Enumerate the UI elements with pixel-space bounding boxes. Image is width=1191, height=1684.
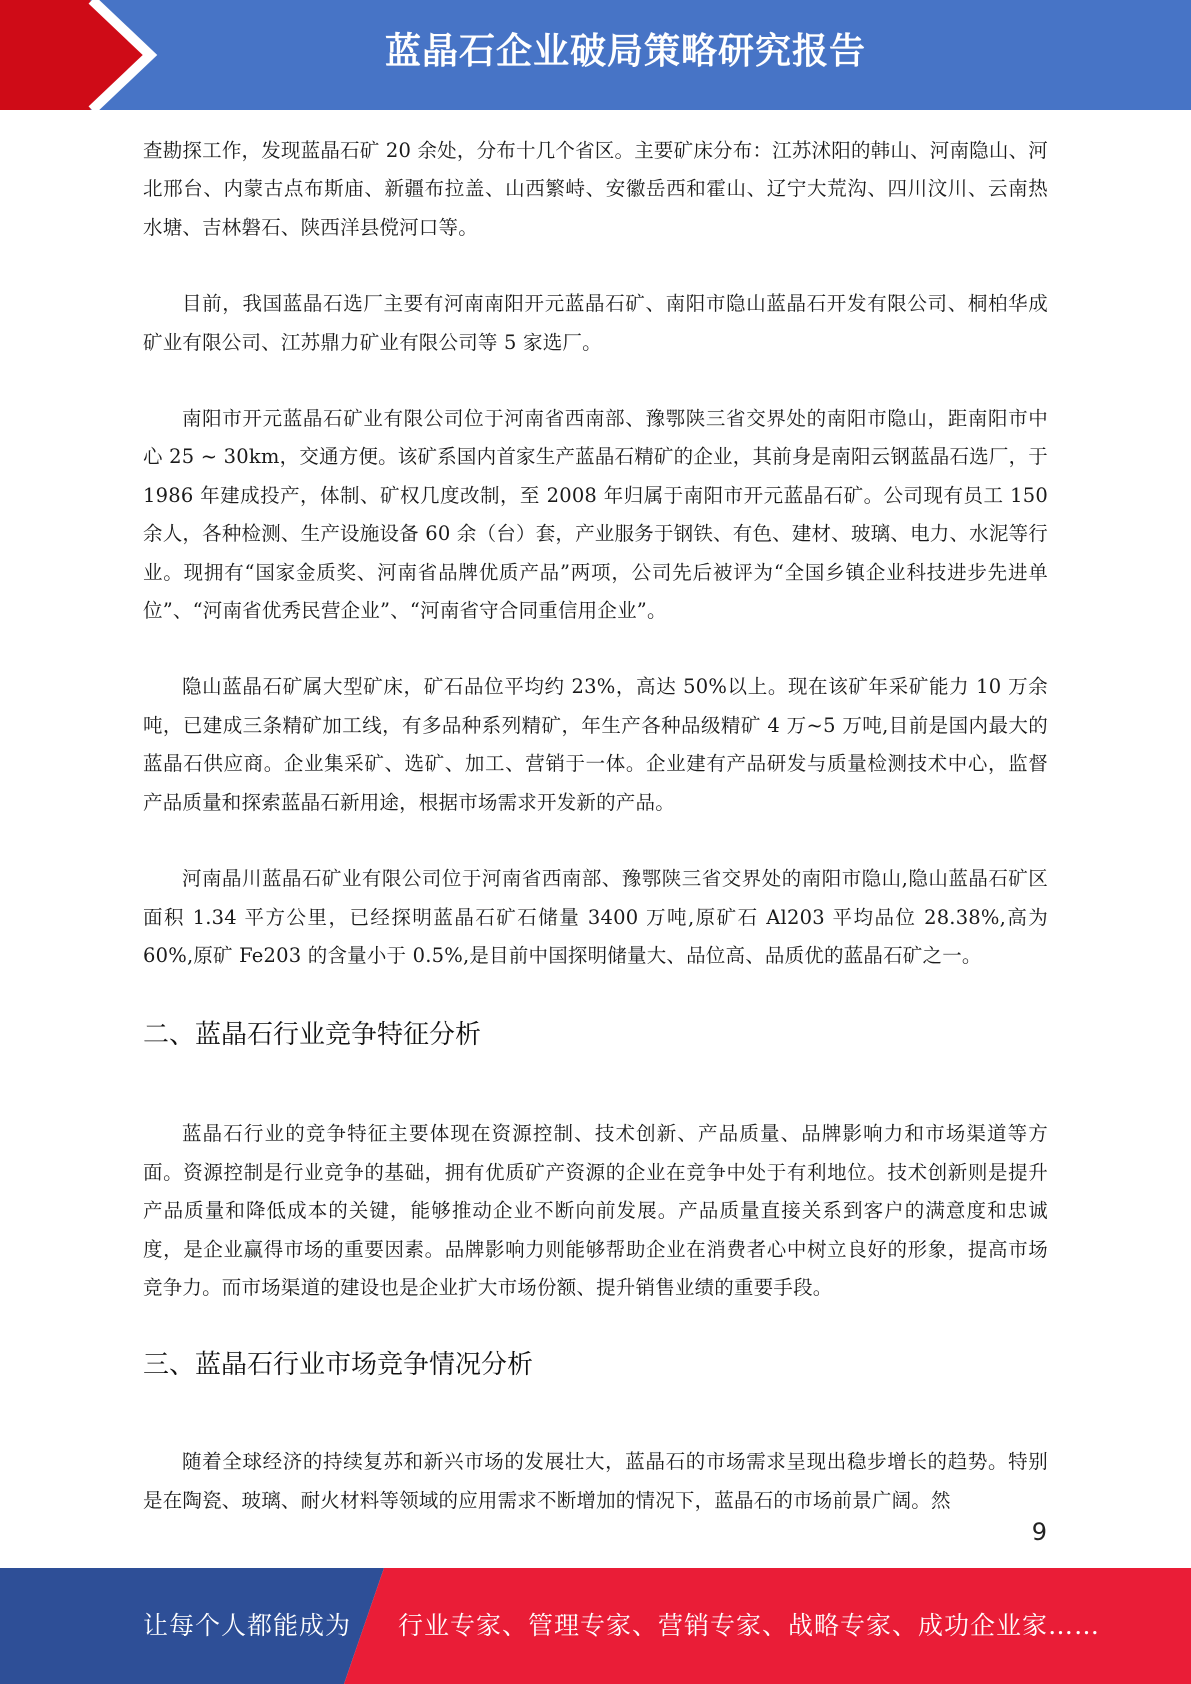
section-heading-market-competition: 三、蓝晶石行业市场竞争情况分析 bbox=[143, 1350, 534, 1381]
paragraph-processing-plants: 目前，我国蓝晶石选厂主要有河南南阳开元蓝晶石矿、南阳市隐山蓝晶石开发有限公司、桐柏华成矿业有限公司、江苏鼎力矿业有限公司等 5 家选厂。 bbox=[143, 292, 1048, 354]
page-footer bbox=[0, 1568, 1191, 1684]
paragraph-jingchuan-company: 河南晶川蓝晶石矿业有限公司位于河南省西南部、豫鄂陕三省交界处的南阳市隐山,隐山蓝晶石矿区面积 1.34 平方公里，已经探明蓝晶石矿石储量 3400 万吨,原矿石 Al203 平均品位 28.38%,高为 60%,原矿 Fe203 的含量小于 0.5%,是目前中国探明储量大、品位高、品质优的蓝晶石矿之一。 bbox=[143, 867, 1048, 967]
paragraph-competition-features: 蓝晶石行业的竞争特征主要体现在资源控制、技术创新、产品质量、品牌影响力和市场渠道等方面。资源控制是行业竞争的基础，拥有优质矿产资源的企业在竞争中处于有利地位。技术创新则是提升产品质量和降低成本的关键，能够推动企业不断向前发展。产品质量直接关系到客户的满意度和忠诚度，是企业赢得市场的重要因素。品牌影响力则能够帮助企业在消费者心中树立良好的形象，提高市场竞争力。而市场渠道的建设也是企业扩大市场份额、提升销售业绩的重要手段。 bbox=[143, 1122, 1048, 1299]
footer-slogan-right: 行业专家、管理专家、营销专家、战略专家、成功企业家…… bbox=[398, 1611, 1101, 1640]
report-title: 蓝晶石企业破局策略研究报告 bbox=[384, 31, 866, 72]
paragraph-mineral-distribution: 查勘探工作，发现蓝晶石矿 20 余处，分布十几个省区。主要矿床分布：江苏沭阳的韩山、河南隐山、河北邢台、内蒙古点布斯庙、新疆布拉盖、山西繁峙、安徽岳西和霍山、辽宁大荒沟、四川汶川、云南热水塘、吉林磐石、陕西洋县傥河口等。 bbox=[143, 139, 1048, 239]
page-content bbox=[143, 132, 1048, 1520]
paragraph-yinshan-deposit: 隐山蓝晶石矿属大型矿床，矿石品位平均约 23%，高达 50%以上。现在该矿年采矿能力 10 万余吨，已建成三条精矿加工线，有多品种系列精矿，年生产各种品级精矿 4 万~5 万吨,目前是国内最大的蓝晶石供应商。企业集采矿、选矿、加工、营销于一体。企业建有产品研发与质量检测技术中心，监督产品质量和探索蓝晶石新用途，根据市场需求开发新的产品。 bbox=[143, 675, 1048, 814]
section-heading-competition-features: 二、蓝晶石行业竞争特征分析 bbox=[143, 1020, 482, 1051]
footer-slogan-left: 让每个人都能成为 bbox=[143, 1611, 352, 1640]
paragraph-market-demand: 随着全球经济的持续复苏和新兴市场的发展壮大，蓝晶石的市场需求呈现出稳步增长的趋势。特别是在陶瓷、玻璃、耐火材料等领域的应用需求不断增加的情况下，蓝晶石的市场前景广阔。然 bbox=[143, 1450, 1048, 1512]
page-header bbox=[0, 0, 1191, 110]
paragraph-kaiyuan-company: 南阳市开元蓝晶石矿业有限公司位于河南省西南部、豫鄂陕三省交界处的南阳市隐山，距南阳市中心 25 ~ 30km，交通方便。该矿系国内首家生产蓝晶石精矿的企业，其前身是南阳云钢蓝晶石选厂，于 1986 年建成投产，体制、矿权几度改制，至 2008 年归属于南阳市开元蓝晶石矿。公司现有员工 150 余人，各种检测、生产设施设备 60 余（台）套，产业服务于钢铁、有色、建材、玻璃、电力、水泥等行业。现拥有“国家金质奖、河南省品牌优质产品”两项，公司先后被评为“全国乡镇企业科技进步先进单位”、“河南省优秀民营企业”、“河南省守合同重信用企业”。 bbox=[143, 407, 1048, 623]
page-number: 9 bbox=[1031, 1518, 1047, 1546]
